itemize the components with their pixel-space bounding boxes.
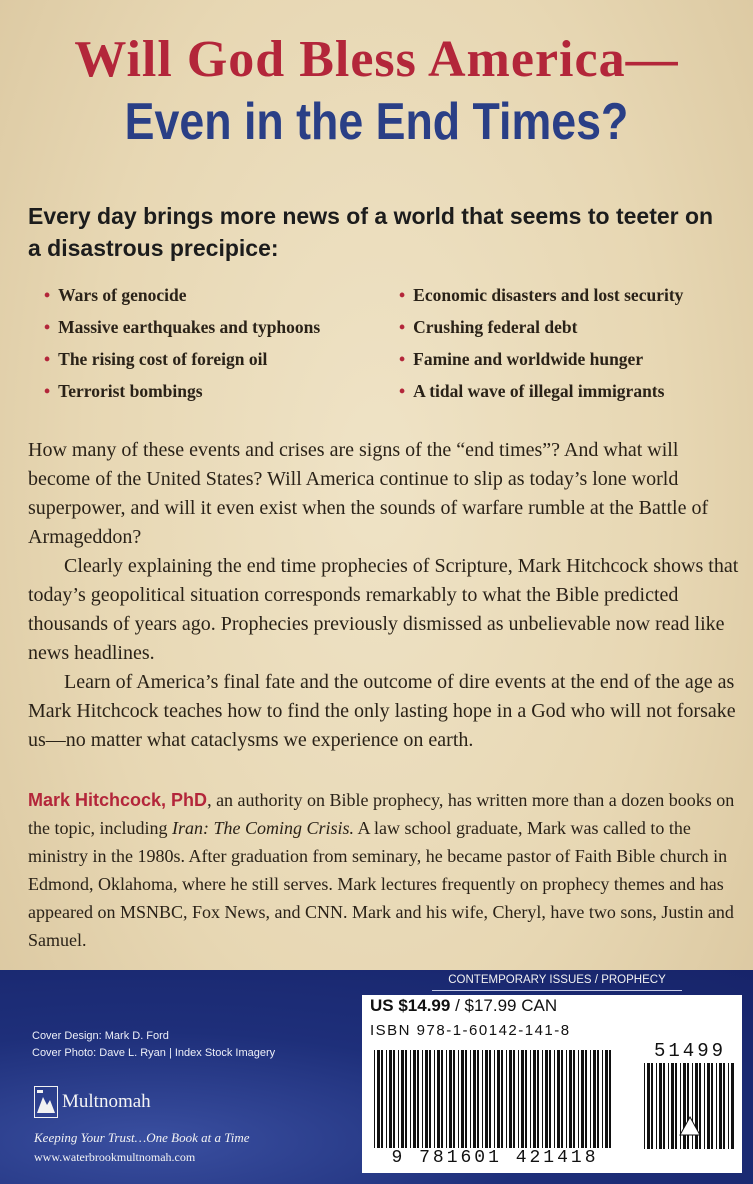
barcode-bar [573, 1050, 575, 1148]
barcode-bar [482, 1050, 483, 1148]
bullet-item: • The rising cost of foreign oil [44, 349, 268, 369]
barcode-bar [449, 1050, 452, 1148]
barcode-bar [446, 1050, 447, 1148]
barcode-bar [597, 1050, 599, 1148]
title-line-2: Even in the End Times? [124, 93, 629, 151]
barcode-bar [494, 1050, 495, 1148]
publisher-logo-icon [34, 1086, 58, 1118]
barcode-bar [537, 1050, 539, 1148]
barcode-bar [386, 1050, 387, 1148]
barcode-bar [489, 1050, 491, 1148]
bio-text-2: A law school graduate, Mark was called to the ministry in the 1980s. After graduation from seminary, he became pastor of Faith Bible church in Edmond, Oklahoma, where he still serves. Mark lectures frequently on prophecy themes and has appeared on MSNBC, Fox News, and CNN. Mark and his wife, Cheryl, have two sons, Justin and Samuel. [28, 818, 734, 950]
barcode-bar [545, 1050, 548, 1148]
publisher-tagline: Keeping Your Trust…One Book at a Time [34, 1130, 250, 1145]
barcode-bar [398, 1050, 399, 1148]
barcode-bar [683, 1063, 686, 1149]
bullet-item: • Terrorist bombings [44, 381, 203, 401]
barcode-bar [707, 1063, 710, 1149]
barcode-bar [581, 1050, 584, 1148]
barcode-bar [557, 1050, 560, 1148]
category-label: CONTEMPORARY ISSUES / PROPHECY [448, 974, 666, 986]
barcode-bar [465, 1050, 467, 1148]
barcode-bar [731, 1063, 734, 1149]
bullet-dot: • [44, 349, 51, 369]
barcode-bar [687, 1063, 689, 1149]
category-divider [432, 990, 682, 991]
cover-design-credit: Cover Design: Mark D. Ford [32, 1030, 169, 1042]
barcode-bar [711, 1063, 713, 1149]
price-us: US $14.99 [370, 996, 451, 1015]
barcode-bar [542, 1050, 543, 1148]
title-line-1: Will God Bless America— [74, 31, 679, 88]
barcode-bar [530, 1050, 531, 1148]
barcode-bar [401, 1050, 404, 1148]
barcode-bar [429, 1050, 431, 1148]
barcode-bar [663, 1063, 665, 1149]
barcode-bar [374, 1050, 375, 1148]
bullet-dot: • [399, 349, 406, 369]
cover-photo-credit: Cover Photo: Dave L. Ryan | Index Stock Imagery [32, 1047, 276, 1059]
barcode-bar [644, 1063, 645, 1149]
barcode-bar [506, 1050, 507, 1148]
barcode-bar [470, 1050, 471, 1148]
barcode-bar [521, 1050, 524, 1148]
barcode-bar [651, 1063, 653, 1149]
bullet-dot: • [44, 317, 51, 337]
barcode-bar [716, 1063, 717, 1149]
barcode-bar [719, 1063, 722, 1149]
bullet-item: • Economic disasters and lost security [399, 285, 684, 305]
barcode-bar [554, 1050, 555, 1148]
barcode-bar [389, 1050, 392, 1148]
barcode-bar [441, 1050, 443, 1148]
bullet-dot: • [44, 381, 51, 401]
barcode-bar [377, 1050, 380, 1148]
barcode-bar [461, 1050, 464, 1148]
barcode-bar [477, 1050, 479, 1148]
barcode-bar [425, 1050, 428, 1148]
barcode-bar [509, 1050, 512, 1148]
barcode-bar [525, 1050, 527, 1148]
bullet-list [44, 283, 734, 403]
barcode-bar [417, 1050, 419, 1148]
bullet-dot: • [44, 285, 51, 305]
barcode-bar [695, 1063, 698, 1149]
barcode-bar [434, 1050, 435, 1148]
price-code: 51499 [653, 1040, 726, 1062]
barcode-bar [393, 1050, 395, 1148]
barcode-bar [728, 1063, 729, 1149]
barcode-bar [656, 1063, 657, 1149]
barcode-bar [647, 1063, 650, 1149]
bio-text-1: , an authority on Bible prophecy, has written more than a dozen books on the topic, including [28, 790, 735, 838]
barcode-bar [578, 1050, 579, 1148]
barcode-bar [609, 1050, 611, 1148]
barcode-bar [668, 1063, 669, 1149]
isbn: ISBN 978-1-60142-141-8 [370, 1022, 571, 1039]
barcode [372, 1050, 616, 1148]
description [28, 436, 740, 755]
barcode-bar [723, 1063, 725, 1149]
bullet-item: • Crushing federal debt [399, 317, 578, 337]
barcode-bar [513, 1050, 515, 1148]
barcode-bar [458, 1050, 459, 1148]
price [370, 996, 557, 1016]
price-barcode [642, 1063, 736, 1149]
barcode-bar [422, 1050, 423, 1148]
bullet-item: • Wars of genocide [44, 285, 187, 305]
cover-credits [32, 1028, 275, 1062]
barcode-bar [437, 1050, 440, 1148]
barcode-bar [473, 1050, 476, 1148]
barcode-bar [381, 1050, 383, 1148]
barcode-bar [405, 1050, 407, 1148]
barcode-bar [566, 1050, 567, 1148]
bullet-item: • Massive earthquakes and typhoons [44, 317, 321, 337]
barcode-bar [549, 1050, 551, 1148]
author-name: Mark Hitchcock, PhD [28, 790, 208, 810]
description-paragraph-3: Learn of America’s final fate and the outcome of dire events at the end of the age as Mark Hitchcock teaches how to find the only lasting hope in a God who will not forsake us—no matter what cataclysms we experience on earth. [28, 671, 736, 751]
barcode-bar [704, 1063, 705, 1149]
description-paragraph-2: Clearly explaining the end time prophecies of Scripture, Mark Hitchcock shows that today’s geopolitical situation corresponds remarkably to what the Bible predicted thousands of years ago. Prophecies previously dismissed as unbelievable now read like news headlines. [28, 555, 739, 664]
barcode-bar [410, 1050, 411, 1148]
barcode-bar [675, 1063, 677, 1149]
description-paragraph-1: How many of these events and crises are signs of the “end times”? And what will become of the United States? Will America continue to slip as today’s lone world superpower, and will it even exist when the sounds of warfare rumble at the Battle of Armageddon? [28, 439, 709, 548]
book-title: Iran: The Coming Crisis. [171, 818, 355, 838]
barcode-bar [602, 1050, 603, 1148]
author-bio [28, 786, 740, 954]
barcode-bar [671, 1063, 674, 1149]
barcode-bar [699, 1063, 701, 1149]
barcode-bar [561, 1050, 563, 1148]
barcode-bar [501, 1050, 503, 1148]
bullet-dot: • [399, 285, 406, 305]
bullet-dot: • [399, 381, 406, 401]
barcode-bar [605, 1050, 608, 1148]
publisher-name: Multnomah [62, 1091, 151, 1112]
barcode-bar [659, 1063, 662, 1149]
bullet-item: • Famine and worldwide hunger [399, 349, 644, 369]
price-barcode-box [362, 995, 742, 1173]
barcode-bar [485, 1050, 488, 1148]
barcode-bar [533, 1050, 536, 1148]
publisher-website: www.waterbrookmultnomah.com [34, 1150, 196, 1164]
barcode-bar [497, 1050, 500, 1148]
bullet-dot: • [399, 317, 406, 337]
barcode-bar [585, 1050, 587, 1148]
barcode-bar [413, 1050, 416, 1148]
barcode-bar [569, 1050, 572, 1148]
price-can: / $17.99 CAN [450, 996, 558, 1015]
barcode-number: 9 781601 421418 [391, 1148, 599, 1168]
barcode-bar [692, 1063, 693, 1149]
bullet-item: • A tidal wave of illegal immigrants [399, 381, 665, 401]
barcode-bar [680, 1063, 681, 1149]
intro-text: Every day brings more news of a world that seems to teeter on a disastrous precipice: [28, 203, 714, 261]
barcode-bar [593, 1050, 596, 1148]
barcode-bar [590, 1050, 591, 1148]
barcode-bar [518, 1050, 519, 1148]
barcode-bar [453, 1050, 455, 1148]
